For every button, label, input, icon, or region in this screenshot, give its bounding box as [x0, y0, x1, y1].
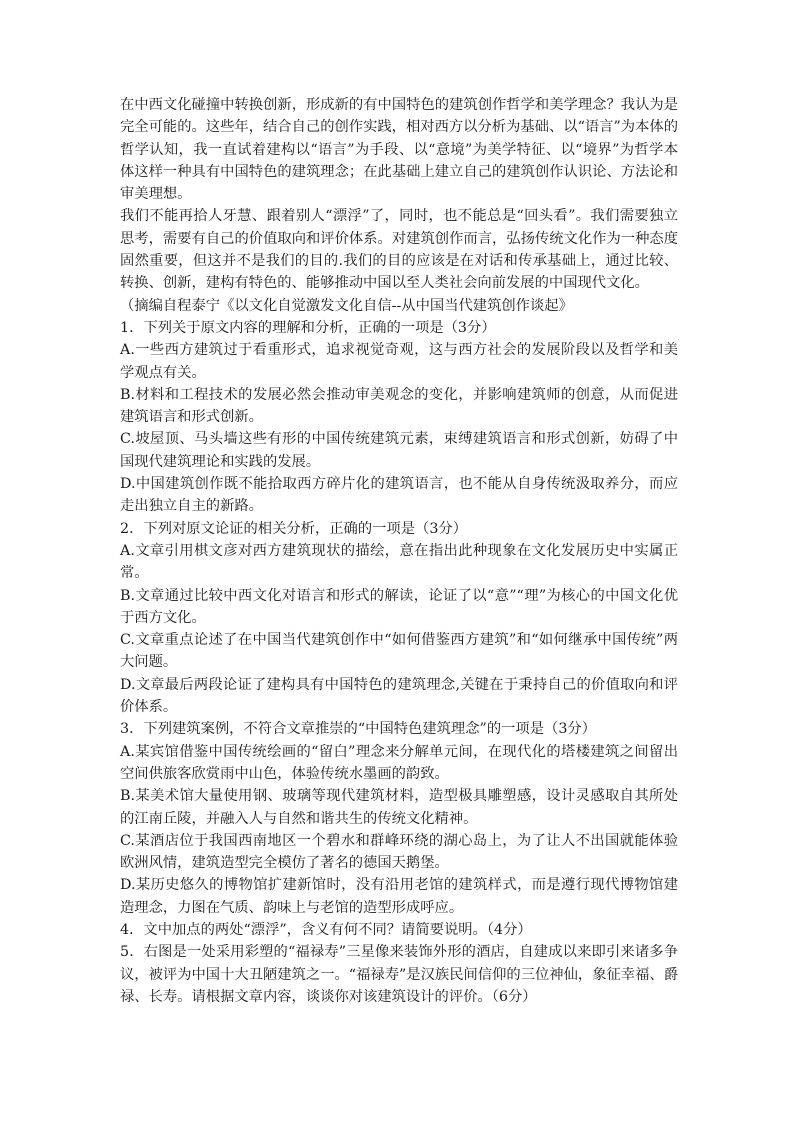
question-stem: 2．下列对原文论证的相关分析，正确的一项是（3分）: [120, 520, 468, 537]
question-2: [120, 518, 678, 719]
option-a: A.文章引用棋文彦对西方建筑现状的描绘，意在指出此种现象在文化发展历史中实属正常。: [120, 542, 678, 582]
question-stem: 4．文中加点的两处“漂浮”，含义有何不同？请简要说明。（4分）: [120, 921, 532, 938]
article-paragraph-2: 我们不能再拾人牙慧、跟着别人“漂浮”了，同时，也不能总是“回头看”。我们需要独立思考，需要有自己的价值取向和评价体系。对建筑创作而言，弘扬传统文化作为一种态度固然重要，但这并不是我们的目的.我们的目的应该是在对话和传承基础上，通过比较、转换、创新，建构有特色的、能够推动中国以至人类社会向前发展的中国现代文化。: [120, 208, 678, 292]
option-d: D.中国建筑创作既不能拾取西方碎片化的建筑语言，也不能从自身传统汲取养分，而应走出独立自主的新路。: [120, 476, 678, 515]
option-c: C.坡屋顶、马头墙这些有形的中国传统建筑元素，束缚建筑语言和形式创新，妨碍了中国现代建筑理论和实践的发展。: [120, 431, 678, 470]
question-stem: 1．下列关于原文内容的理解和分析，正确的一项是（3分）: [120, 319, 496, 336]
article-source: （摘编自程泰宁《以文化自觉激发文化自信--从中国当代建筑创作谈起》: [120, 297, 573, 314]
option-c: C.文章重点论述了在中国当代建筑创作中“如何借鉴西方建筑”和“如何继承中国传统”两大问题。: [120, 632, 678, 671]
question-stem: 3．下列建筑案例，不符合文章推崇的“中国特色建筑理念”的一项是（3分）: [120, 721, 597, 738]
option-d: D.文章最后两段论证了建构具有中国特色的建筑理念,关键在于秉持自己的价值取向和评价体系。: [120, 676, 678, 716]
option-b: B.某美术馆大量使用钢、玻璃等现代建筑材料，造型极具雕塑感，设计灵感取自其所处的江南丘陵，并融入人与自然和谐共生的传统文化精神。: [120, 788, 678, 827]
article: [120, 94, 678, 317]
option-d: D.某历史悠久的博物馆扩建新馆时，没有沿用老馆的建筑样式，而是遵行现代博物馆建造理念，力图在气质、韵味上与老馆的造型形成呼应。: [120, 877, 678, 916]
article-paragraph-1: 在中西文化碰撞中转换创新，形成新的有中国特色的建筑创作哲学和美学理念？我认为是完全可能的。这些年，结合自己的创作实践，相对西方以分析为基础、以“语言”为本体的哲学认知，我一直试着建构以“语言”为手段、以“意境”为美学特征、以“境界”为哲学本体这样一种具有中国特色的建筑理念；在此基础上建立自己的建筑创作认识论、方法论和审美理想。: [120, 97, 678, 203]
question-stem: 5．右图是一处采用彩塑的“福禄寿”三星像来装饰外形的酒店，自建成以来即引来诸多争议，被评为中国十大丑陋建筑之一。“福禄寿”是汉族民间信仰的三位神仙，象征幸福、爵禄、长寿。请根据文章内容，谈谈你对该建筑设计的评价。（6分）: [120, 944, 678, 1005]
option-a: A.一些西方建筑过于看重形式，追求视觉奇观，这与西方社会的发展阶段以及哲学和美学观点有关。: [120, 342, 678, 381]
option-b: B.文章通过比较中西文化对语言和形式的解读，论证了以“意”“理”为核心的中国文化优于西方文化。: [120, 587, 678, 626]
option-b: B.材料和工程技术的发展必然会推动审美观念的变化，并影响建筑师的创意，从而促进建筑语言和形式创新。: [120, 386, 678, 426]
option-a: A.某宾馆借鉴中国传统绘画的“留白”理念来分解单元间，在现代化的塔楼建筑之间留出空间供旅客欣赏雨中山色，体验传统水墨画的韵致。: [120, 743, 678, 782]
question-5: [120, 941, 678, 1008]
option-c: C.某酒店位于我国西南地区一个碧水和群峰环绕的湖心岛上，为了让人不出国就能体验欧洲风情，建筑造型完全模仿了著名的德国天鹅堡。: [120, 832, 678, 872]
question-4: [120, 919, 678, 941]
question-1: [120, 317, 678, 518]
question-3: [120, 718, 678, 919]
